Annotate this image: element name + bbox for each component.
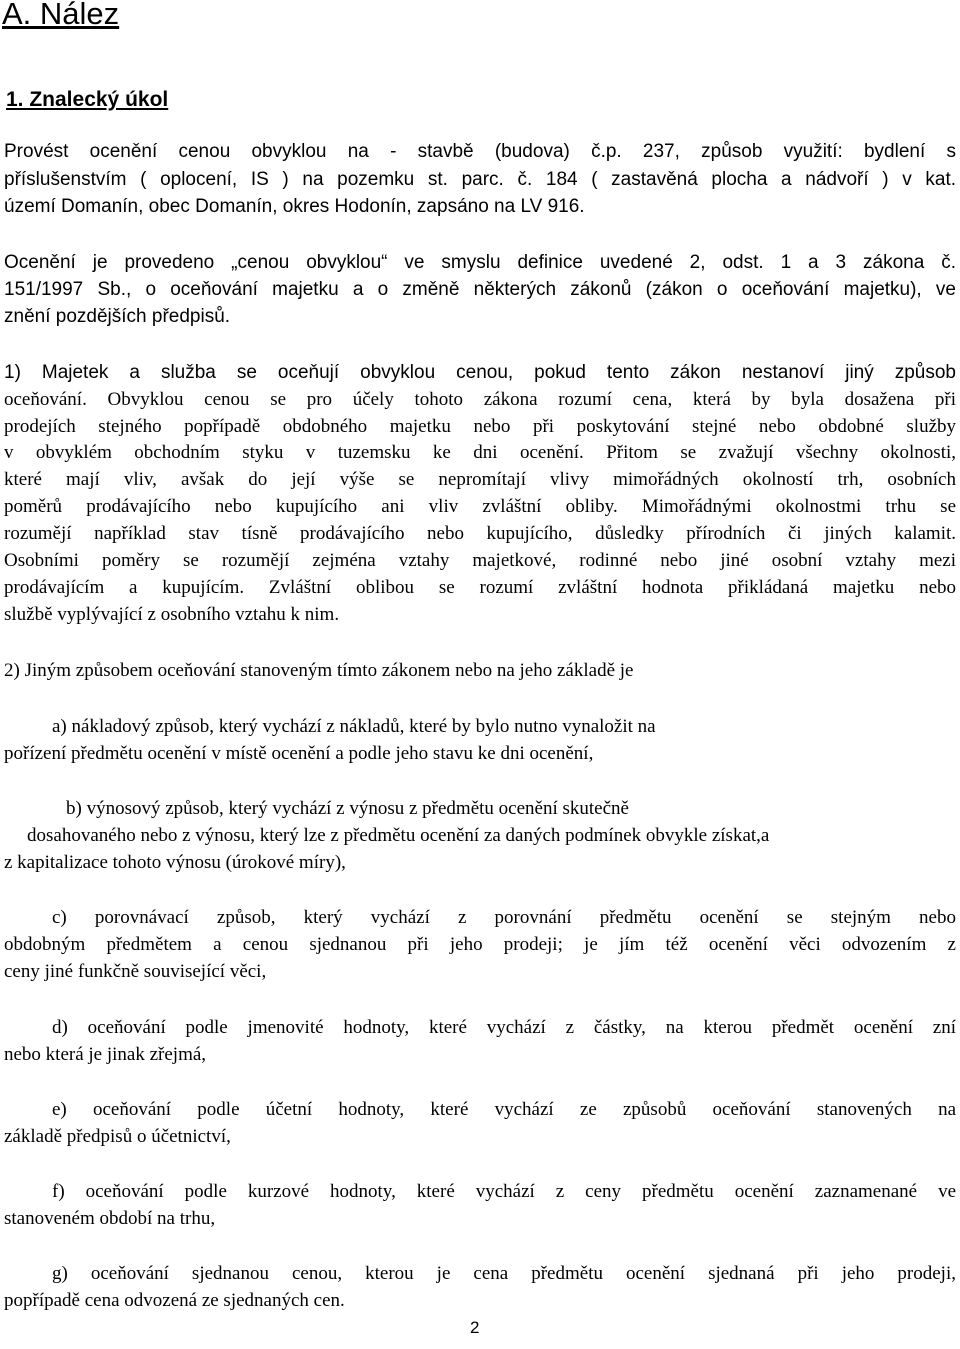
item-a-line: pořízení předmětu ocenění v místě ocenění a podle jeho stavu ke dni ocenění, <box>4 743 594 764</box>
item-b-line: dosahovaného nebo z výnosu, který lze z předmětu ocenění za daných podmínek obvykle získat,a <box>27 825 770 846</box>
rule1-line: oceňování. Obvyklou cenou se pro účely tohoto zákona rozumí cena, která by byla dosažena při <box>4 389 956 410</box>
rule1-line: poměrů prodávajícího nebo kupujícího ani vliv zvláštní obliby. Mimořádnými okolnostmi trhu se <box>4 496 956 517</box>
rule1-line: Osobními poměry se rozumějí zejména vztahy majetkové, rodinné nebo jiné osobní vztahy mezi <box>4 550 956 571</box>
item-g-line: popřípadě cena odvozená ze sjednaných cen. <box>4 1290 345 1311</box>
item-e-line: základě předpisů o účetnictví, <box>4 1126 231 1147</box>
item-b-line: z kapitalizace tohoto výnosu (úrokové míry), <box>4 852 346 873</box>
item-e-line: e) oceňování podle účetní hodnoty, které vychází ze způsobů oceňování stanovených na <box>52 1099 956 1120</box>
item-b-line: b) výnosový způsob, který vychází z výnosu z předmětu ocenění skutečně <box>66 798 629 819</box>
task-line: Provést ocenění cenou obvyklou na - stavbě (budova) č.p. 237, způsob využití: bydlení s <box>4 141 956 162</box>
section-title: 1. Znalecký úkol <box>6 88 169 111</box>
rule1-line: službě vyplývající z osobního vztahu k nim. <box>4 604 340 625</box>
rule1-line: 1) Majetek a služba se oceňují obvyklou cenou, pokud tento zákon nestanoví jiný způsob <box>4 362 956 383</box>
valuation-line: Ocenění je provedeno „cenou obvyklou“ ve smyslu definice uvedené 2, odst. 1 a 3 zákona č. <box>4 252 956 273</box>
valuation-line: znění pozdějších předpisů. <box>4 306 231 327</box>
rule1-line: prodejích stejného popřípadě obdobného majetku nebo při poskytování stejné nebo obdobné služby <box>4 416 956 437</box>
task-line: území Domanín, obec Domanín, okres Hodonín, zapsáno na LV 916. <box>4 196 585 217</box>
item-f-line: stanoveném období na trhu, <box>4 1208 216 1229</box>
item-c-line: c) porovnávací způsob, který vychází z porovnání předmětu ocenění se stejným nebo <box>52 907 956 928</box>
rule1-line: v obvyklém obchodním styku v tuzemsku ke dni ocenění. Přitom se zvažují všechny okolnosti, <box>4 442 956 463</box>
page-number: 2 <box>470 1318 480 1337</box>
item-d-line: d) oceňování podle jmenovité hodnoty, které vychází z částky, na kterou předmět ocenění zní <box>52 1017 956 1038</box>
rule1-line: rozumějí například stav tísně prodávajícího nebo kupujícího, důsledky přírodních či jiných kalamit. <box>4 523 956 544</box>
document-heading: A. Nález <box>2 0 120 31</box>
rule1-line: které mají vliv, avšak do její výše se nepromítají vlivy mimořádných okolností trh, osobních <box>4 469 956 490</box>
rule1-line: prodávajícím a kupujícím. Zvláštní oblibou se rozumí zvláštní hodnota přikládaná majetku nebo <box>4 577 956 598</box>
item-g-line: g) oceňování sjednanou cenou, kterou je cena předmětu ocenění sjednaná při jeho prodeji, <box>52 1263 956 1284</box>
item-d-line: nebo která je jinak zřejmá, <box>4 1044 207 1065</box>
item-c-line: ceny jiné funkčně související věci, <box>4 961 267 982</box>
task-line: příslušenstvím ( oplocení, IS ) na pozemku st. parc. č. 184 ( zastavěná plocha a nádvoří ) v kat. <box>4 169 956 190</box>
rule2-line: 2) Jiným způsobem oceňování stanoveným tímto zákonem nebo na jeho základě je <box>4 660 634 681</box>
item-c-line: obdobným předmětem a cenou sjednanou při jeho prodeji; je jím též ocenění věci odvozením z <box>4 934 956 955</box>
item-a-line: a) nákladový způsob, který vychází z nákladů, které by bylo nutno vynaložit na <box>52 716 656 737</box>
valuation-line: 151/1997 Sb., o oceňování majetku a o změně některých zákonů (zákon o oceňování majetku), ve <box>4 279 956 300</box>
item-f-line: f) oceňování podle kurzové hodnoty, které vychází z ceny předmětu ocenění zaznamenané ve <box>52 1181 956 1202</box>
